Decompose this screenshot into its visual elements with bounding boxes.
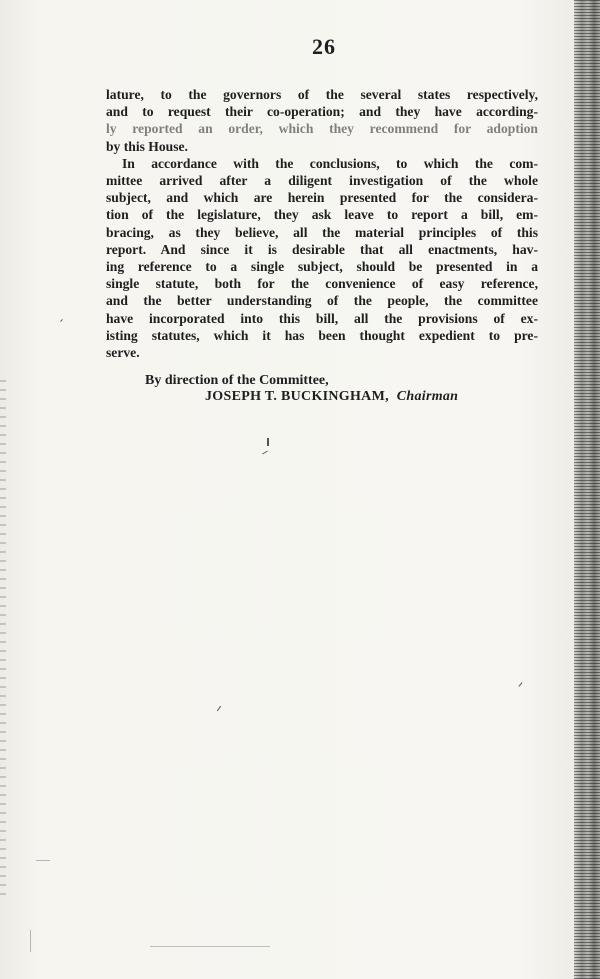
closing-line: By direction of the Committee, [145, 373, 329, 388]
text-line: report. And since it is desirable that all enactments, hav- [106, 241, 538, 257]
text-line: ing reference to a single subject, should be presented in a [106, 259, 538, 275]
page-number: 26 [312, 34, 336, 59]
text-line: single statute, both for the convenience of easy reference, [106, 276, 538, 292]
ink-speck [36, 860, 50, 861]
signatory-title: Chairman [396, 389, 459, 404]
page-edge-marks [0, 380, 6, 900]
text-line: mittee arrived after a diligent investigation of the whole [106, 173, 538, 189]
ink-speck [30, 930, 31, 952]
ink-speck [519, 682, 523, 686]
text-line: and the better understanding of the people, the committee [106, 293, 538, 309]
paragraph-2 [106, 155, 538, 361]
text-line: isting statutes, which it has been thought expedient to pre- [106, 327, 538, 343]
text-line: have incorporated into this bill, all the provisions of ex- [106, 310, 538, 326]
ink-speck [267, 438, 269, 446]
book-binding-edge [574, 0, 600, 979]
ink-speck [60, 319, 63, 322]
paragraph-1 [106, 86, 538, 155]
text-line: tion of the legislature, they ask leave to report a bill, em- [106, 207, 538, 223]
text-line: subject, and which are herein presented for the considera- [106, 190, 538, 206]
signature-block [205, 389, 458, 405]
report-body [106, 86, 538, 361]
text-line: serve. [106, 345, 140, 361]
text-line: ly reported an order, which they recommend for adoption [106, 121, 538, 137]
text-line: bracing, as they believe, all the material principles of this [106, 224, 538, 240]
text-line: by this House. [106, 138, 188, 154]
ink-speck [217, 706, 221, 711]
text-line: In accordance with the conclusions, to which the com- [122, 155, 538, 171]
text-line: lature, to the governors of the several states respectively, [106, 87, 538, 102]
ink-speck [150, 946, 270, 947]
ink-speck [262, 451, 268, 455]
text-line: and to request their co-operation; and they have according- [106, 104, 538, 120]
signatory-name: JOSEPH T. BUCKINGHAM, [205, 389, 389, 404]
